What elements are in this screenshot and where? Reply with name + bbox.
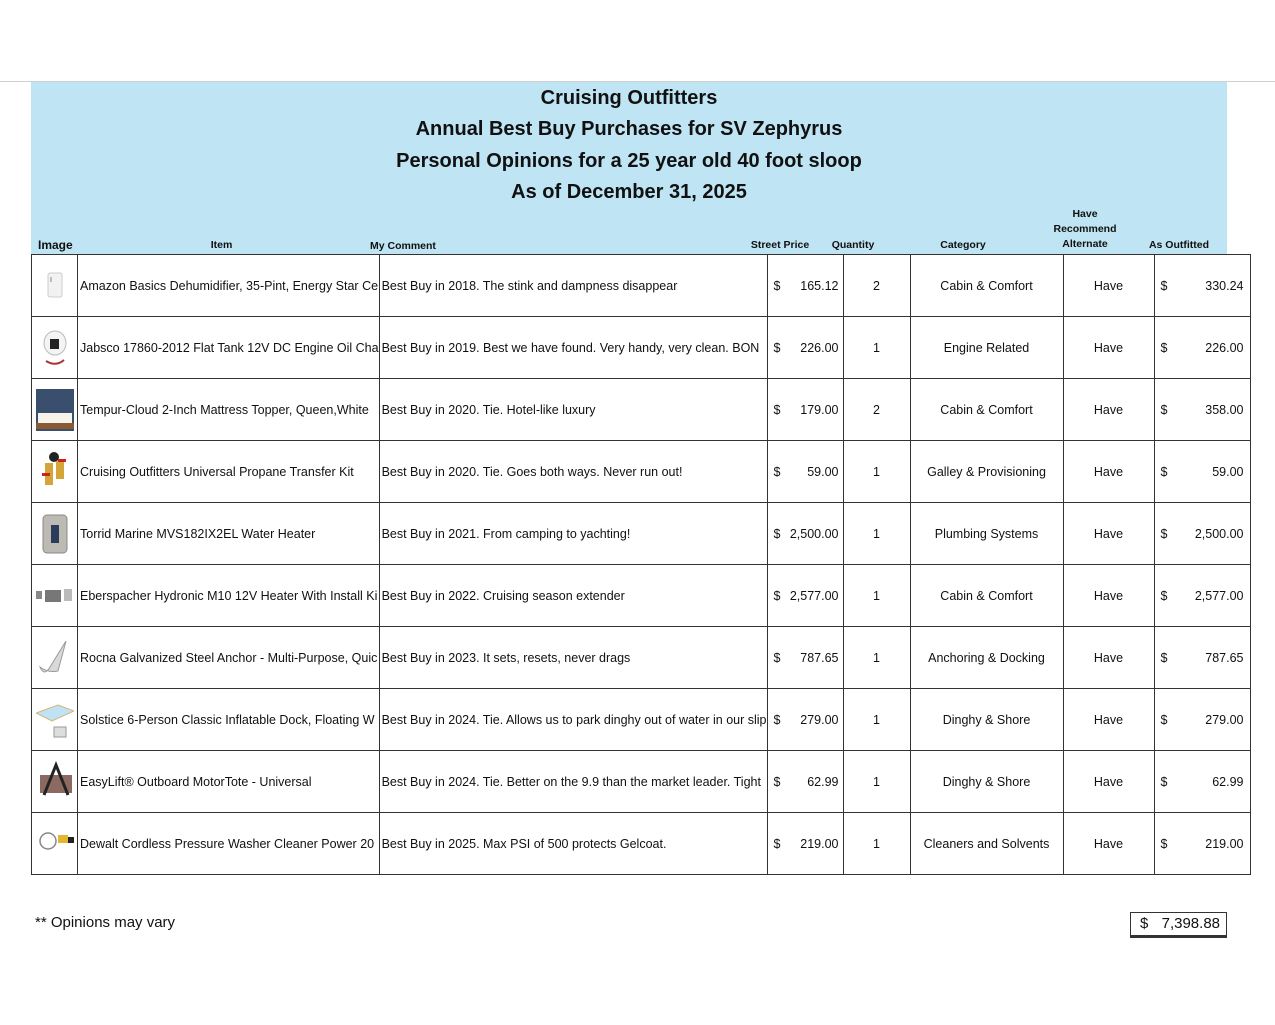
total-outfitted-cell[interactable] — [1130, 912, 1227, 938]
price-cell[interactable] — [767, 503, 843, 565]
comment-cell[interactable]: Best Buy in 2022. Cruising season extender — [379, 565, 767, 627]
quantity-cell[interactable]: 1 — [843, 813, 910, 875]
price-value: 62.99 — [807, 774, 839, 789]
table-row — [32, 813, 1251, 875]
image-cell[interactable] — [32, 503, 78, 565]
comment-cell[interactable]: Best Buy in 2020. Tie. Hotel-like luxury — [379, 379, 767, 441]
status-cell[interactable]: Have — [1063, 627, 1154, 689]
dehumidifier-icon — [36, 265, 74, 307]
column-header-item: Item — [210, 239, 233, 251]
price-cell[interactable] — [767, 813, 843, 875]
column-header-have-line2: Recommend — [1053, 223, 1117, 235]
price-currency: $ — [773, 712, 781, 727]
category-cell[interactable]: Cabin & Comfort — [910, 379, 1063, 441]
status-cell[interactable]: Have — [1063, 751, 1154, 813]
column-header-comment: My Comment — [370, 240, 436, 252]
item-cell[interactable]: Solstice 6-Person Classic Inflatable Dock, Floating W — [78, 689, 380, 751]
category-cell[interactable]: Anchoring & Docking — [910, 627, 1063, 689]
image-cell[interactable] — [32, 379, 78, 441]
status-cell[interactable]: Have — [1063, 565, 1154, 627]
column-header-outfitted: As Outfitted — [1148, 239, 1210, 251]
outfitted-cell[interactable] — [1154, 627, 1250, 689]
category-cell[interactable]: Dinghy & Shore — [910, 689, 1063, 751]
purchases-table — [31, 254, 1251, 875]
item-cell[interactable]: Rocna Galvanized Steel Anchor - Multi-Purpose, Quic — [78, 627, 380, 689]
table-row — [32, 441, 1251, 503]
category-cell[interactable]: Cabin & Comfort — [910, 565, 1063, 627]
price-currency: $ — [773, 836, 781, 851]
outfitted-cell[interactable] — [1154, 689, 1250, 751]
price-value: 2,500.00 — [789, 526, 839, 541]
status-cell[interactable]: Have — [1063, 317, 1154, 379]
outfitted-cell[interactable] — [1154, 317, 1250, 379]
outfitted-currency: $ — [1160, 464, 1168, 479]
outfitted-currency: $ — [1160, 526, 1168, 541]
outfitted-value: 226.00 — [1205, 340, 1244, 355]
outfitted-currency: $ — [1160, 402, 1168, 417]
image-cell[interactable] — [32, 689, 78, 751]
column-header-have-recommend — [1039, 207, 1131, 252]
report-subtitle: Personal Opinions for a 25 year old 40 foot sloop — [396, 150, 862, 172]
outfitted-cell[interactable] — [1154, 379, 1250, 441]
image-cell[interactable] — [32, 565, 78, 627]
price-currency: $ — [773, 464, 781, 479]
quantity-cell[interactable]: 1 — [843, 565, 910, 627]
outfitted-currency: $ — [1160, 650, 1168, 665]
price-cell[interactable] — [767, 379, 843, 441]
price-cell[interactable] — [767, 441, 843, 503]
quantity-cell[interactable]: 1 — [843, 441, 910, 503]
outfitted-value: 330.24 — [1205, 278, 1244, 293]
price-value: 787.65 — [800, 650, 839, 665]
status-cell[interactable]: Have — [1063, 689, 1154, 751]
outfitted-currency: $ — [1160, 836, 1168, 851]
water-heater-icon — [36, 513, 74, 555]
price-cell[interactable] — [767, 565, 843, 627]
category-cell[interactable]: Dinghy & Shore — [910, 751, 1063, 813]
status-cell[interactable]: Have — [1063, 255, 1154, 317]
company-title: Cruising Outfitters — [540, 87, 718, 109]
price-currency: $ — [773, 402, 781, 417]
image-cell[interactable] — [32, 751, 78, 813]
category-cell[interactable]: Cabin & Comfort — [910, 255, 1063, 317]
category-cell[interactable]: Plumbing Systems — [910, 503, 1063, 565]
table-row — [32, 565, 1251, 627]
table-row — [32, 255, 1251, 317]
image-cell[interactable] — [32, 627, 78, 689]
image-cell[interactable] — [32, 317, 78, 379]
price-cell[interactable] — [767, 317, 843, 379]
comment-cell[interactable]: Best Buy in 2021. From camping to yachting! — [379, 503, 767, 565]
outfitted-cell[interactable] — [1154, 255, 1250, 317]
column-header-category: Category — [940, 239, 986, 251]
outfitted-value: 358.00 — [1205, 402, 1244, 417]
comment-cell[interactable]: Best Buy in 2024. Tie. Allows us to park dinghy out of water in our slip — [379, 689, 767, 751]
outfitted-cell[interactable] — [1154, 751, 1250, 813]
quantity-cell[interactable]: 1 — [843, 751, 910, 813]
outfitted-cell[interactable] — [1154, 441, 1250, 503]
category-cell[interactable]: Cleaners and Solvents — [910, 813, 1063, 875]
column-header-have-line3: Alternate — [1062, 238, 1108, 250]
comment-cell[interactable]: Best Buy in 2018. The stink and dampness disappear — [379, 255, 767, 317]
item-cell[interactable]: Cruising Outfitters Universal Propane Transfer Kit — [78, 441, 380, 503]
price-currency: $ — [773, 588, 781, 603]
price-currency: $ — [773, 526, 781, 541]
image-cell[interactable] — [32, 813, 78, 875]
comment-cell[interactable]: Best Buy in 2020. Tie. Goes both ways. Never run out! — [379, 441, 767, 503]
outfitted-cell[interactable] — [1154, 503, 1250, 565]
quantity-cell[interactable]: 1 — [843, 503, 910, 565]
outfitted-value: 62.99 — [1212, 774, 1244, 789]
inflatable-dock-icon — [36, 699, 74, 741]
price-currency: $ — [773, 774, 781, 789]
anchor-icon — [36, 637, 74, 679]
price-value: 165.12 — [800, 278, 839, 293]
price-currency: $ — [773, 340, 781, 355]
outfitted-cell[interactable] — [1154, 813, 1250, 875]
price-value: 219.00 — [800, 836, 839, 851]
table-row — [32, 379, 1251, 441]
status-cell[interactable]: Have — [1063, 503, 1154, 565]
item-cell[interactable]: EasyLift® Outboard MotorTote - Universal — [78, 751, 380, 813]
item-cell[interactable]: Torrid Marine MVS182IX2EL Water Heater — [78, 503, 380, 565]
outfitted-currency: $ — [1160, 774, 1168, 789]
status-cell[interactable]: Have — [1063, 379, 1154, 441]
outfitted-value: 279.00 — [1205, 712, 1244, 727]
comment-cell[interactable]: Best Buy in 2023. It sets, resets, never drags — [379, 627, 767, 689]
table-row — [32, 627, 1251, 689]
column-header-price: Street Price — [750, 239, 810, 251]
category-cell[interactable]: Engine Related — [910, 317, 1063, 379]
table-row — [32, 503, 1251, 565]
price-cell[interactable] — [767, 689, 843, 751]
footnote: ** Opinions may vary — [35, 914, 176, 931]
outfitted-currency: $ — [1160, 340, 1168, 355]
quantity-cell[interactable]: 1 — [843, 689, 910, 751]
comment-cell[interactable]: Best Buy in 2019. Best we have found. Very handy, very clean. BON — [379, 317, 767, 379]
motor-tote-icon — [36, 761, 74, 803]
outfitted-value: 219.00 — [1205, 836, 1244, 851]
outfitted-value: 2,577.00 — [1194, 588, 1244, 603]
outfitted-value: 787.65 — [1205, 650, 1244, 665]
outfitted-cell[interactable] — [1154, 565, 1250, 627]
outfitted-currency: $ — [1160, 278, 1168, 293]
outfitted-currency: $ — [1160, 712, 1168, 727]
propane-kit-icon — [36, 451, 74, 493]
outfitted-value: 2,500.00 — [1194, 526, 1244, 541]
total-value: 7,398.88 — [1161, 915, 1220, 932]
image-cell[interactable] — [32, 255, 78, 317]
price-currency: $ — [773, 650, 781, 665]
price-cell[interactable] — [767, 627, 843, 689]
oil-changer-icon — [36, 327, 74, 369]
price-value: 2,577.00 — [789, 588, 839, 603]
category-cell[interactable]: Galley & Provisioning — [910, 441, 1063, 503]
price-value: 279.00 — [800, 712, 839, 727]
outfitted-currency: $ — [1160, 588, 1168, 603]
mattress-topper-icon — [36, 389, 74, 431]
item-cell[interactable]: Dewalt Cordless Pressure Washer Cleaner Power 20 — [78, 813, 380, 875]
image-cell[interactable] — [32, 441, 78, 503]
quantity-cell[interactable]: 1 — [843, 317, 910, 379]
price-cell[interactable] — [767, 751, 843, 813]
price-currency: $ — [773, 278, 781, 293]
column-header-quantity: Quantity — [831, 239, 875, 251]
column-header-have-line1: Have — [1072, 208, 1098, 220]
item-cell[interactable]: Amazon Basics Dehumidifier, 35-Pint, Energy Star Ce — [78, 255, 380, 317]
table-row — [32, 689, 1251, 751]
report-date: As of December 31, 2025 — [511, 181, 747, 203]
column-header-image: Image — [38, 238, 73, 252]
quantity-cell[interactable]: 1 — [843, 627, 910, 689]
pressure-washer-icon — [36, 823, 74, 865]
comment-cell[interactable]: Best Buy in 2025. Max PSI of 500 protects Gelcoat. — [379, 813, 767, 875]
hydronic-heater-icon — [36, 575, 74, 617]
comment-cell[interactable]: Best Buy in 2024. Tie. Better on the 9.9 than the market leader. Tight — [379, 751, 767, 813]
quantity-cell[interactable]: 2 — [843, 255, 910, 317]
price-value: 226.00 — [800, 340, 839, 355]
status-cell[interactable]: Have — [1063, 441, 1154, 503]
quantity-cell[interactable]: 2 — [843, 379, 910, 441]
price-cell[interactable] — [767, 255, 843, 317]
status-cell[interactable]: Have — [1063, 813, 1154, 875]
item-cell[interactable]: Tempur-Cloud 2-Inch Mattress Topper, Queen,White — [78, 379, 380, 441]
item-cell[interactable]: Jabsco 17860-2012 Flat Tank 12V DC Engine Oil Cha — [78, 317, 380, 379]
table-row — [32, 317, 1251, 379]
outfitted-value: 59.00 — [1212, 464, 1244, 479]
table-row — [32, 751, 1251, 813]
price-value: 179.00 — [800, 402, 839, 417]
total-currency: $ — [1140, 915, 1149, 932]
report-title: Annual Best Buy Purchases for SV Zephyrus — [415, 118, 843, 140]
header-banner — [31, 82, 1227, 254]
price-value: 59.00 — [807, 464, 839, 479]
item-cell[interactable]: Eberspacher Hydronic M10 12V Heater With Install Ki — [78, 565, 380, 627]
